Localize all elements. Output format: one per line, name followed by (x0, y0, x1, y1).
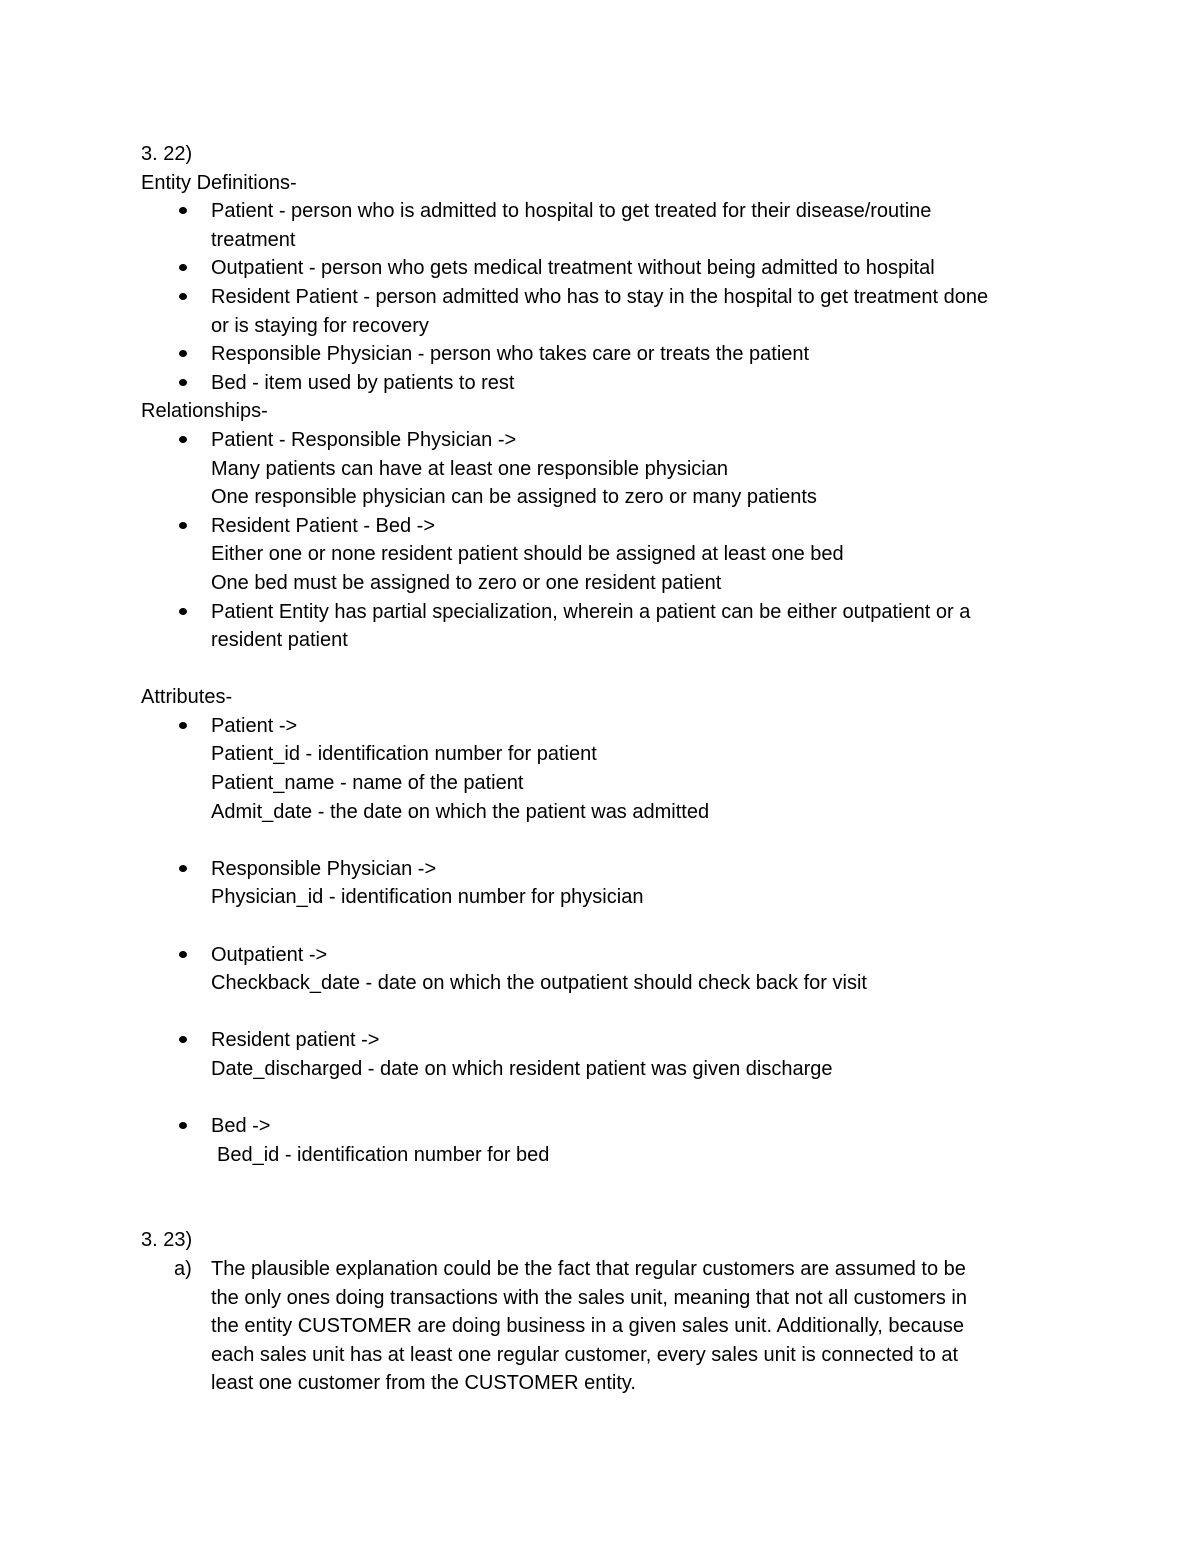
bullet-icon (179, 608, 187, 615)
bullet-icon (179, 207, 187, 214)
attribute-text: Patient_name - name of the patient (211, 772, 524, 795)
attribute-title: Resident patient -> (211, 1029, 380, 1052)
entity-text-cont: or is staying for recovery (211, 314, 429, 337)
relationship-text-cont: resident patient (211, 629, 348, 652)
attribute-text: Physician_id - identification number for physician (211, 886, 644, 909)
bullet-icon (179, 722, 187, 729)
bullet-icon (179, 865, 187, 872)
relationships-label: Relationships- (141, 400, 268, 423)
relationship-text: One bed must be assigned to zero or one resident patient (211, 571, 722, 594)
spacer (141, 1084, 1061, 1113)
entity-item-bed (141, 369, 1061, 398)
section-heading-3-23: 3. 23) (141, 1229, 193, 1252)
entity-text: Outpatient - person who gets medical treatment without being admitted to hospital (211, 257, 935, 280)
section-heading-3-22: 3. 22) (141, 143, 193, 165)
relationship-text: Either one or none resident patient should be assigned at least one bed (211, 543, 844, 566)
answer-list (141, 1255, 1061, 1398)
entity-definitions-label: Entity Definitions- (141, 171, 297, 194)
attribute-item-resident-patient (141, 1026, 1061, 1083)
attribute-text: Date_discharged - date on which resident patient was given discharge (211, 1058, 833, 1080)
attribute-text: Patient_id - identification number for patient (211, 743, 597, 766)
attribute-title: Patient -> (211, 714, 298, 737)
spacer (141, 655, 1061, 684)
bullet-icon (179, 522, 187, 529)
entity-text: Responsible Physician - person who takes care or treats the patient (211, 343, 810, 366)
entity-list (141, 197, 1061, 397)
entity-text: Patient - person who is admitted to hospital to get treated for their disease/routine (211, 200, 932, 223)
entity-text: Resident Patient - person admitted who has to stay in the hospital to get treatment done (211, 285, 989, 308)
relationship-text: Many patients can have at least one responsible physician (211, 457, 728, 480)
relationship-list (141, 426, 1061, 655)
relationship-item (141, 598, 1061, 655)
answer-text: the only ones doing transactions with the sales unit, meaning that not all customers in (211, 1286, 967, 1309)
relationship-title: Patient - Responsible Physician -> (211, 428, 517, 451)
attribute-text: Checkback_date - date on which the outpatient should check back for visit (211, 972, 867, 995)
relationship-text: Patient Entity has partial specialization, wherein a patient can be either outpatient or a (211, 600, 971, 623)
attribute-title: Bed -> (211, 1115, 271, 1138)
entity-item-patient (141, 197, 1061, 254)
attribute-item-bed (141, 1112, 1061, 1169)
relationship-item (141, 426, 1061, 512)
attribute-text: Bed_id - identification number for bed (217, 1143, 550, 1166)
spacer (141, 998, 1061, 1027)
attribute-text: Admit_date - the date on which the patient was admitted (211, 800, 710, 823)
attributes-label: Attributes- (141, 686, 233, 709)
attribute-item-outpatient (141, 941, 1061, 998)
bullet-icon (179, 350, 187, 357)
attribute-list (141, 712, 1061, 1170)
entity-item-resident-patient (141, 283, 1061, 340)
spacer (141, 1169, 1061, 1226)
entity-item-responsible-physician (141, 340, 1061, 369)
bullet-icon (179, 264, 187, 271)
bullet-icon (179, 1122, 187, 1129)
document-content (141, 140, 1061, 1398)
bullet-icon (179, 1036, 187, 1043)
bullet-icon (179, 379, 187, 386)
entity-text-cont: treatment (211, 228, 296, 251)
entity-item-outpatient (141, 254, 1061, 283)
attribute-title: Responsible Physician -> (211, 857, 437, 880)
relationship-item (141, 512, 1061, 598)
answer-text: each sales unit has at least one regular customer, every sales unit is connected to at (211, 1343, 959, 1366)
attribute-item-patient (141, 712, 1061, 826)
answer-item-a (141, 1255, 1061, 1398)
relationship-text: One responsible physician can be assigned to zero or many patients (211, 486, 817, 509)
answer-text: The plausible explanation could be the fact that regular customers are assumed to be (211, 1257, 966, 1280)
spacer (141, 826, 1061, 855)
bullet-icon (179, 293, 187, 300)
answer-text: least one customer from the CUSTOMER entity. (211, 1372, 636, 1395)
attribute-item-physician (141, 855, 1061, 912)
spacer (141, 912, 1061, 941)
bullet-icon (179, 436, 187, 443)
answer-text: the entity CUSTOMER are doing business in a given sales unit. Additionally, because (211, 1315, 965, 1338)
attribute-title: Outpatient -> (211, 943, 328, 966)
bullet-icon (179, 951, 187, 958)
entity-text: Bed - item used by patients to rest (211, 371, 515, 394)
list-marker: a) (174, 1257, 192, 1280)
relationship-title: Resident Patient - Bed -> (211, 514, 436, 537)
